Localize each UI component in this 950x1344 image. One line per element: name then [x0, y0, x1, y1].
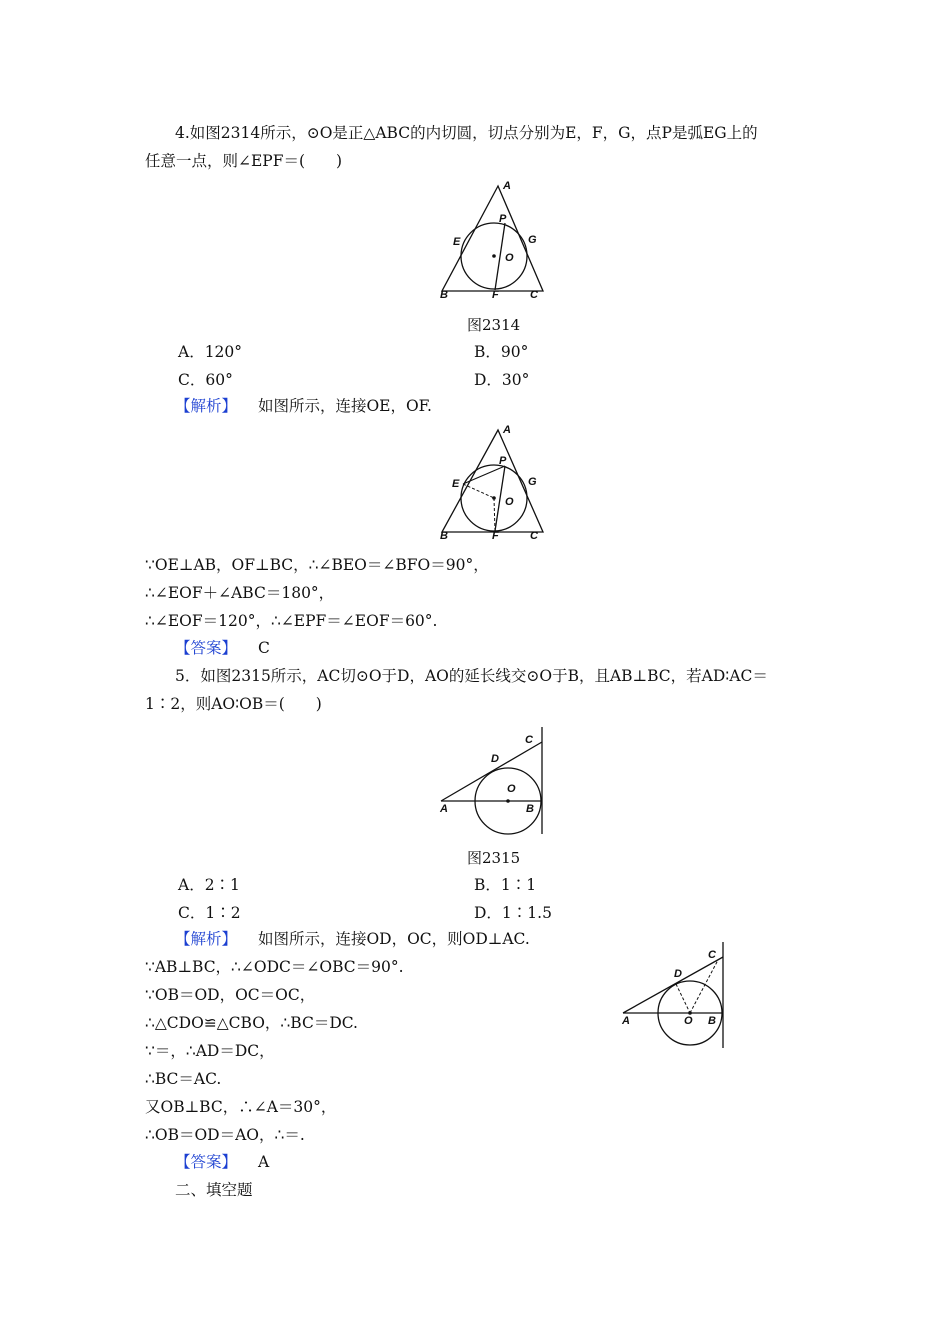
analysis-tag: 【解析】 — [175, 397, 238, 415]
q5-step-5: ∴BC＝AC. — [145, 1070, 222, 1088]
q4-step-2: ∴∠EOF＋∠ABC＝180°， — [145, 584, 335, 602]
q4-answer — [175, 638, 270, 658]
q5-stem-line1: 5．如图2315所示，AC切⊙O于D，AO的延长线交⊙O于B，且AB⊥BC，若AD∶AC＝ — [175, 667, 768, 685]
analysis-intro: 如图所示，连接OD，OC，则OD⊥AC. — [257, 930, 530, 948]
q4-option-c: C．60° — [178, 371, 233, 389]
q5-step-2: ∵OB＝OD，OC＝OC， — [145, 986, 316, 1004]
fig-label-o: O — [507, 783, 516, 795]
fig-label-e: E — [452, 478, 460, 490]
q5-step-3: ∴△CDO≌△CBO，∴BC＝DC. — [145, 1014, 358, 1032]
answer-tag: 【答案】 — [175, 639, 238, 657]
fig-label-c: C — [530, 530, 538, 542]
fig-label-o: O — [684, 1015, 693, 1027]
q5-analysis — [175, 929, 530, 949]
q5-option-a: A．2∶1 — [178, 876, 240, 894]
fig-label-o: O — [505, 496, 514, 508]
q5-option-c: C．1∶2 — [178, 904, 241, 922]
q5-option-b: B．1∶1 — [474, 876, 537, 894]
analysis-intro: 如图所示，连接OE，OF. — [257, 397, 432, 415]
fig-label-c: C — [708, 949, 716, 961]
q4-option-b: B．90° — [474, 343, 529, 361]
q5-step-6: 又OB⊥BC，∴∠A＝30°， — [145, 1098, 337, 1116]
fig-label-e: E — [453, 236, 461, 248]
answer-tag: 【答案】 — [175, 1153, 238, 1171]
fig-label-b: B — [526, 803, 534, 815]
solution-figure-q4 — [430, 422, 560, 548]
q5-answer — [175, 1152, 269, 1172]
figure-2315 — [436, 724, 556, 836]
q5-step-4: ∵＝，∴AD＝DC， — [145, 1042, 275, 1060]
q4-analysis — [175, 396, 432, 416]
fig-label-b: B — [440, 289, 448, 301]
q4-step-1: ∵OE⊥AB，OF⊥BC，∴∠BEO＝∠BFO＝90°， — [145, 556, 489, 574]
fig-label-a: A — [503, 180, 511, 192]
q5-stem-line2: 1∶2，则AO∶OB＝( ) — [145, 695, 322, 713]
solution-figure-q5 — [618, 940, 733, 1052]
q4-stem-line2: 任意一点，则∠EPF＝( ) — [145, 152, 343, 170]
section-heading: 二、填空题 — [175, 1181, 253, 1199]
fig-label-f: F — [492, 530, 499, 542]
fig-label-b: B — [708, 1015, 716, 1027]
figure-2314 — [430, 178, 560, 308]
fig-label-p: P — [499, 455, 507, 467]
fig-label-d: D — [491, 753, 499, 765]
fig-label-d: D — [674, 968, 682, 980]
q5-step-7: ∴OB＝OD＝AO，∴＝. — [145, 1126, 305, 1144]
fig-label-g: G — [528, 476, 537, 488]
fig-label-b: B — [440, 530, 448, 542]
figure-caption-2315: 图2315 — [467, 849, 521, 867]
analysis-tag: 【解析】 — [175, 930, 238, 948]
fig-label-a: A — [440, 803, 448, 815]
fig-label-c: C — [530, 289, 538, 301]
q5-option-d: D．1∶1.5 — [474, 904, 552, 922]
figure-caption-2314: 图2314 — [467, 316, 521, 334]
answer-value: C — [257, 639, 270, 657]
q4-option-d: D．30° — [474, 371, 530, 389]
fig-label-p: P — [499, 213, 507, 225]
answer-value: A — [257, 1153, 270, 1171]
fig-label-g: G — [528, 234, 537, 246]
fig-label-c: C — [525, 734, 533, 746]
fig-label-a: A — [622, 1015, 630, 1027]
q5-step-1: ∵AB⊥BC，∴∠ODC＝∠OBC＝90°. — [145, 958, 404, 976]
q4-option-a: A．120° — [178, 343, 243, 361]
q4-step-3: ∴∠EOF＝120°，∴∠EPF＝∠EOF＝60°. — [145, 612, 438, 630]
fig-label-o: O — [505, 252, 514, 264]
fig-label-a: A — [503, 424, 511, 436]
fig-label-f: F — [492, 289, 499, 301]
q4-stem-line1: 4.如图2314所示，⊙O是正△ABC的内切圆，切点分别为E，F，G，点P是弧EG上的 — [175, 124, 758, 142]
